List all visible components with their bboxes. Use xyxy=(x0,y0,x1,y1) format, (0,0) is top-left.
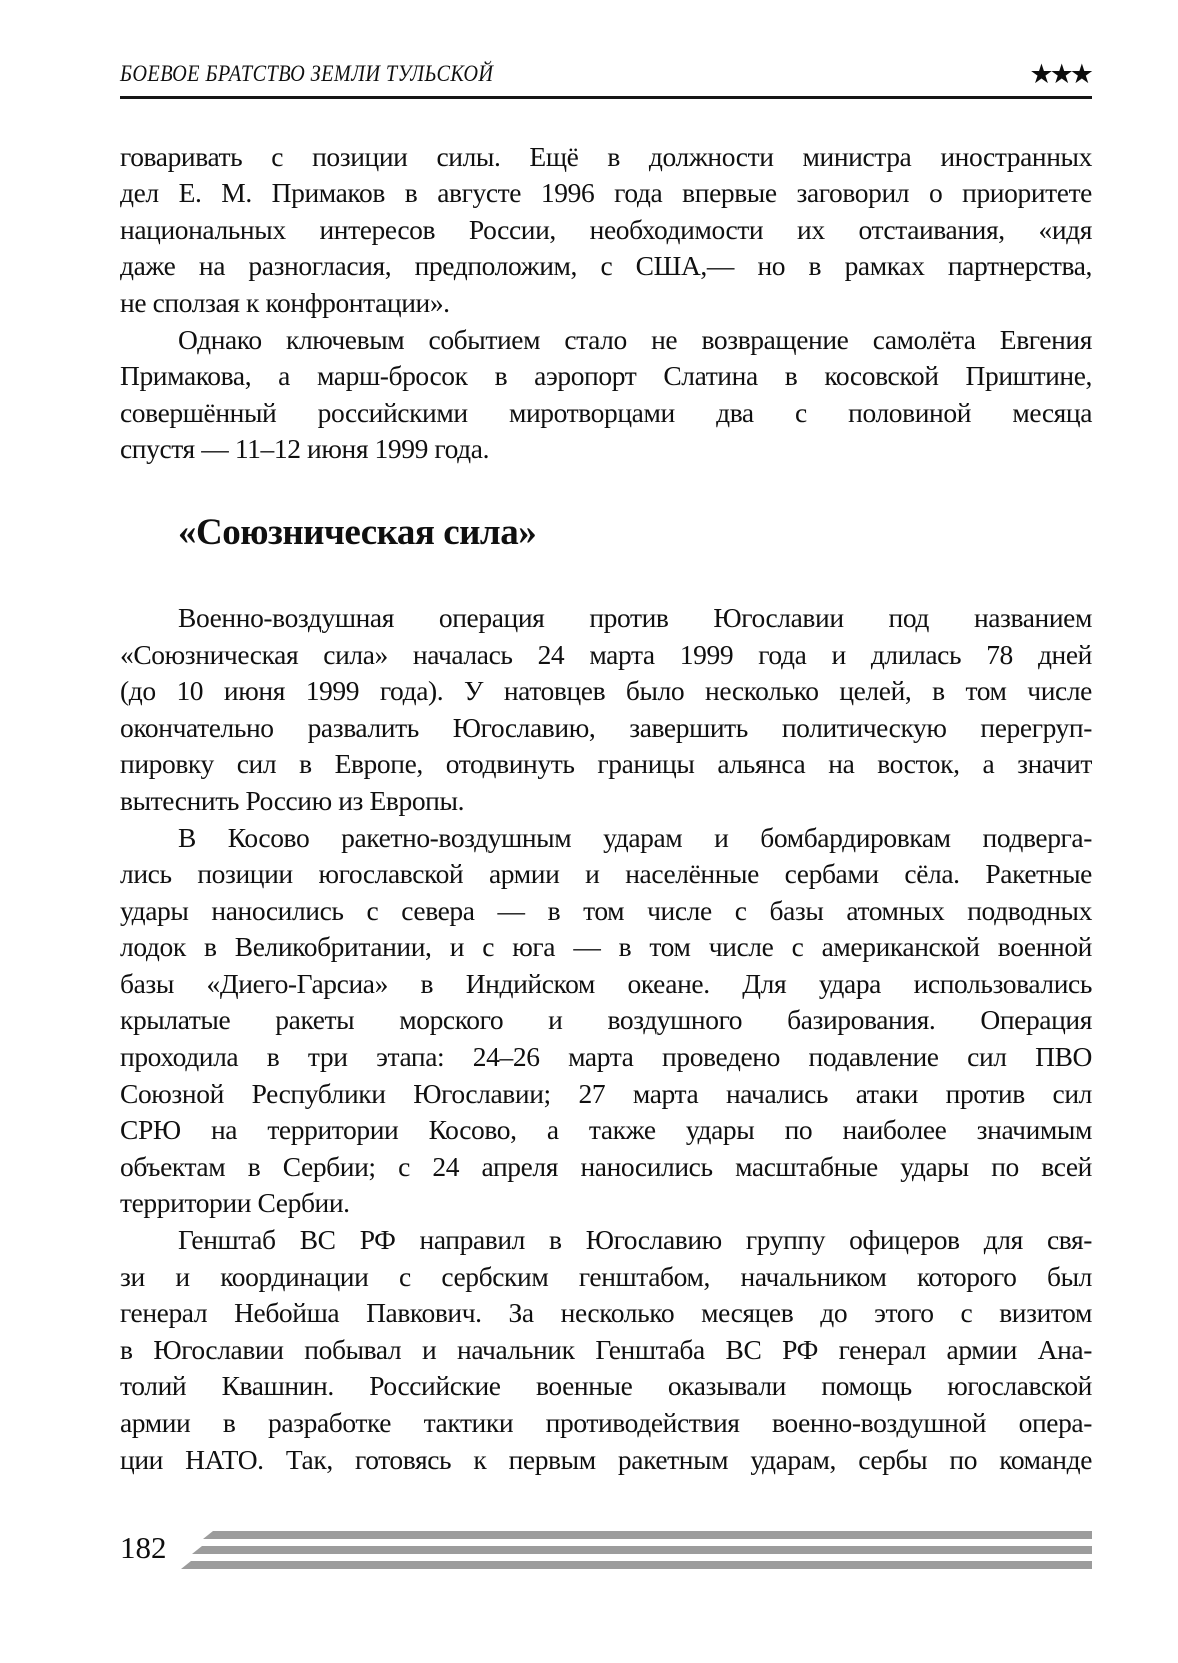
text-line: армии в разработке тактики противодействия военно-воздушной опера- xyxy=(120,1407,1092,1438)
text-line: объектам в Сербии; с 24 апреля наносились масштабные удары по всей xyxy=(120,1150,1092,1182)
running-header-title: БОЕВОЕ БРАТСТВО ЗЕМЛИ ТУЛЬСКОЙ xyxy=(120,61,494,86)
footer-stripes-ornament xyxy=(181,1531,1092,1570)
text-line: СРЮ на территории Косово, а также удары по наиболее значимым xyxy=(120,1114,1092,1146)
text-line: базы «Диего-Гарсиа» в Индийском океане. Для удара использовались xyxy=(120,967,1092,999)
page-number: 182 xyxy=(120,1530,167,1565)
text-line: говаривать с позиции силы. Ещё в должности министра иностранных xyxy=(120,140,1092,172)
text-line: крылатые ракеты морского и воздушного базирования. Операция xyxy=(120,1004,1092,1036)
text-line: удары наносились с севера — в том числе с базы атомных подводных xyxy=(120,894,1092,926)
text-line: даже на разногласия, предположим, с США,— но в рамках партнерства, xyxy=(120,250,1092,282)
text-line: спустя — 11–12 июня 1999 года. xyxy=(120,433,490,465)
text-line: не сползая к конфронтации». xyxy=(120,286,450,318)
text-line: вытеснить Россию из Европы. xyxy=(120,784,465,816)
running-header xyxy=(120,0,1092,99)
text-line: зи и координации с сербским генштабом, начальником которого был xyxy=(120,1260,1092,1292)
section-heading: «Союзническая сила» xyxy=(178,511,537,553)
stars-ornament-icon: ★★★ xyxy=(1029,58,1090,90)
footer-stripe xyxy=(203,1531,1092,1539)
text-line: Генштаб ВС РФ направил в Югославию группу офицеров для свя- xyxy=(178,1224,1092,1256)
text-line: совершённый российскими миротворцами два с половиной месяца xyxy=(120,396,1092,428)
paragraph xyxy=(120,322,1092,468)
text-line: территории Сербии. xyxy=(120,1187,350,1219)
text-line: Военно-воздушная операция против Югославии под названием xyxy=(178,601,1092,633)
text-line: генерал Небойша Павкович. За несколько месяцев до этого с визитом xyxy=(120,1297,1092,1329)
paragraph xyxy=(120,820,1092,1223)
text-line: В Косово ракетно-воздушным ударам и бомбардировкам подверга- xyxy=(178,821,1092,853)
footer-stripe xyxy=(192,1546,1092,1554)
text-line: «Союзническая сила» началась 24 марта 1999 года и длилась 78 дней xyxy=(120,638,1092,670)
text-line: Однако ключевым событием стало не возвращение самолёта Евгения xyxy=(178,323,1092,355)
paragraph xyxy=(120,139,1092,322)
footer-stripe xyxy=(181,1561,1092,1569)
text-line: лодок в Великобритании, и с юга — в том числе с американской военной xyxy=(120,931,1092,963)
text-line: в Югославии побывал и начальник Генштаба ВС РФ генерал армии Ана- xyxy=(120,1333,1092,1365)
text-line: лись позиции югославской армии и населённые сербами сёла. Ракетные xyxy=(120,858,1092,890)
text-line: Примакова, а марш-бросок в аэропорт Слатина в косовской Приштине, xyxy=(120,360,1092,392)
text-line: толий Квашнин. Российские военные оказывали помощь югославской xyxy=(120,1370,1092,1402)
text-line: (до 10 июня 1999 года). У натовцев было несколько целей, в том числе xyxy=(120,675,1092,707)
text-line: дел Е. М. Примаков в августе 1996 года впервые заговорил о приоритете xyxy=(120,177,1092,209)
text-line: окончательно развалить Югославию, завершить политическую перегруп- xyxy=(120,711,1092,743)
text-line: Союзной Республики Югославии; 27 марта начались атаки против сил xyxy=(120,1077,1092,1109)
page-content xyxy=(120,0,1092,1478)
text-line: проходила в три этапа: 24–26 марта проведено подавление сил ПВО xyxy=(120,1041,1092,1073)
paragraph xyxy=(120,1222,1092,1478)
text-line: ции НАТО. Так, готовясь к первым ракетным ударам, сербы по команде xyxy=(120,1443,1092,1475)
body-text xyxy=(120,99,1092,1479)
text-line: пировку сил в Европе, отодвинуть границы альянса на восток, а значит xyxy=(120,748,1092,780)
paragraph xyxy=(120,600,1092,820)
text-line: национальных интересов России, необходимости их отстаивания, «идя xyxy=(120,213,1092,245)
